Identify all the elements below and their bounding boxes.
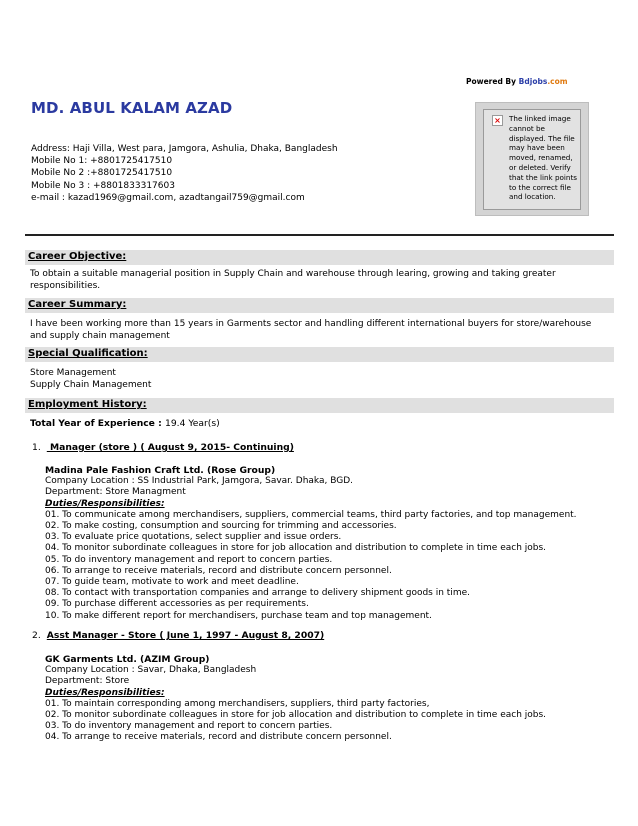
mobile-3: Mobile No 3 : +8801833317603 <box>31 180 175 191</box>
job-1-location: Company Location : SS Industrial Park, Jamgora, Savar. Dhaka, BGD. <box>45 476 354 487</box>
job-2-location: Company Location : Savar, Dhaka, Bangladesh <box>45 665 257 676</box>
broken-image-icon: × <box>492 115 503 126</box>
section-employment-history: Employment History: <box>25 398 614 413</box>
job-2-title: 2. Asst Manager - Store ( June 1, 1997 - August 8, 2007) <box>32 630 325 641</box>
section-special-qualification: Special Qualification: <box>25 347 614 362</box>
candidate-name: MD. ABUL KALAM AZAD <box>31 99 233 117</box>
duty-item: 03. To do inventory management and report to concern parties. <box>45 721 333 732</box>
duty-item: 06. To arrange to receive materials, record and distribute concern personnel. <box>45 565 392 576</box>
career-summary-text: I have been working more than 15 years in Garments sector and handling different international buyers for store/warehouse and supply chain management <box>30 319 592 341</box>
header-divider <box>25 234 614 236</box>
mobile-2: Mobile No 2 :+8801725417510 <box>31 168 173 179</box>
mobile-1: Mobile No 1: +8801725417510 <box>31 156 173 167</box>
duty-item: 10. To make different report for merchandisers, purchase team and top management. <box>45 610 432 621</box>
powered-by: Powered By Bdjobs.com <box>466 77 568 86</box>
job-1-department: Department: Store Managment <box>45 487 186 498</box>
job-2-company: GK Garments Ltd. (AZIM Group) <box>45 654 210 665</box>
career-objective-text: To obtain a suitable managerial position in Supply Chain and warehouse through learing, growing and taking greater responsibilities. <box>30 269 556 291</box>
job-2-details <box>45 654 615 744</box>
qualification-item: Store Management <box>30 368 116 378</box>
job-1-company: Madina Pale Fashion Craft Ltd. (Rose Group) <box>45 465 276 476</box>
duty-item: 01. To maintain corresponding among merchandisers, suppliers, third party factories, <box>45 698 430 709</box>
duty-item: 02. To monitor subordinate colleagues in store for job allocation and distribution to complete in time each jobs. <box>45 710 547 721</box>
job-2-duties-label: Duties/Responsibilities: <box>45 687 165 698</box>
duty-item: 01. To communicate among merchandisers, suppliers, commercial teams, third party factories, and top management. <box>45 509 577 520</box>
duty-item: 07. To guide team, motivate to work and meet deadline. <box>45 577 299 588</box>
special-qualification-list <box>30 368 608 391</box>
broken-image-placeholder <box>483 109 581 210</box>
job-1-details <box>45 465 615 622</box>
total-experience: Total Year of Experience : 19.4 Year(s) <box>30 418 220 429</box>
broken-image-message: The linked image cannot be displayed. The file may have been moved, renamed, or deleted. Verify that the link points to the correct file and location. <box>509 114 578 202</box>
duty-item: 02. To make costing, consumption and sourcing for trimming and accessories. <box>45 521 397 532</box>
job-1-title: 1. Manager (store ) ( August 9, 2015- Continuing) <box>32 442 294 453</box>
duty-item: 03. To evaluate price quotations, select supplier and issue orders. <box>45 532 342 543</box>
section-career-summary: Career Summary: <box>25 298 614 313</box>
qualification-item: Supply Chain Management <box>30 379 152 390</box>
photo-frame <box>475 102 589 216</box>
duty-item: 09. To purchase different accessories as per requirements. <box>45 599 309 610</box>
job-2-department: Department: Store <box>45 676 130 687</box>
duty-item: 04. To arrange to receive materials, record and distribute concern personnel. <box>45 732 392 743</box>
duty-item: 08. To contact with transportation companies and arrange to delivery shipment goods in time. <box>45 588 470 599</box>
contact-details <box>31 143 338 204</box>
section-career-objective: Career Objective: <box>25 250 614 265</box>
email: e-mail : kazad1969@gmail.com, azadtangail759@gmail.com <box>31 192 305 203</box>
duty-item: 05. To do inventory management and report to concern parties. <box>45 554 333 565</box>
duty-item: 04. To monitor subordinate colleagues in store for job allocation and distribution to complete in time each jobs. <box>45 543 547 554</box>
address: Address: Haji Villa, West para, Jamgora, Ashulia, Dhaka, Bangladesh <box>31 144 338 154</box>
job-1-duties-label: Duties/Responsibilities: <box>45 498 165 509</box>
